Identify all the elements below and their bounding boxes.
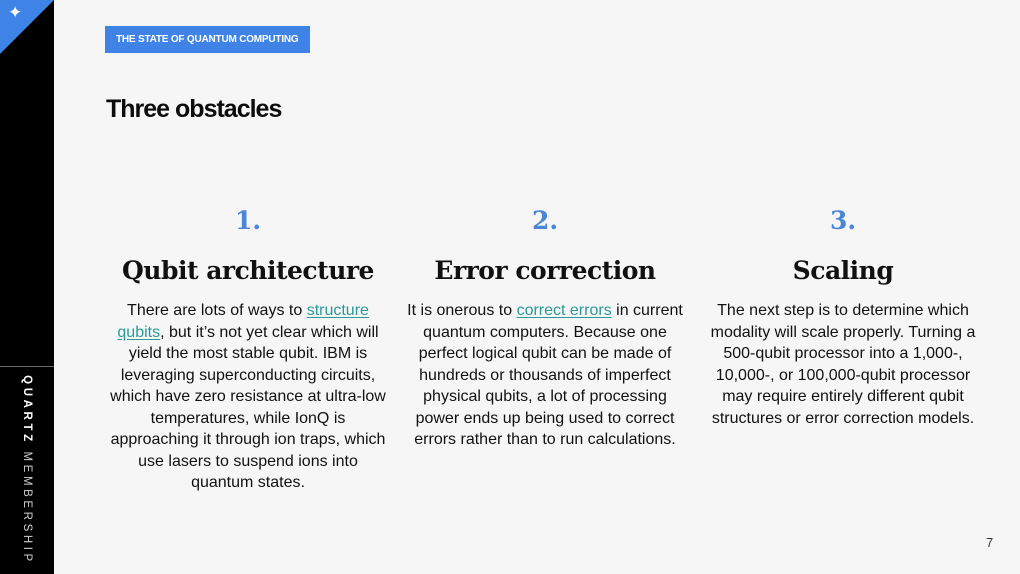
obstacle-number: 1. [234,206,262,235]
body-text: in current quantum computers. Because one perfect logical qubit can be made of hundreds or thousands of imperfect physical qubits, a lot of processing power ends up being used to correct errors rather than to run calculations. [414,302,683,448]
brand-bold: QUARTZ [21,375,33,445]
corner-logo [0,0,54,54]
obstacle-number: 2. [531,206,559,235]
obstacle-body [407,300,683,451]
obstacle-body [705,300,981,429]
correct-errors-link[interactable]: correct errors [516,302,612,319]
obstacle-number: 3. [829,206,857,235]
body-text: It is onerous to [407,302,517,319]
body-text: , but it’s not yet clear which will yield the most stable qubit. IBM is leveraging superconducting circuits, which have zero resistance at ultra-low temperatures, while IonQ is approaching it through ion traps, which use lasers to suspend ions into quantum states. [110,323,386,491]
page-title: Three obstacles [106,95,282,123]
brand-label [21,375,33,565]
obstacle-body [110,300,386,494]
body-text: There are lots of ways to [127,302,307,319]
body-text: The next step is to determine which modality will scale properly. Turning a 500-qubit processor into a 1,000-, 10,000-, or 100,000-qubit processor may require entirely different qubit structures or error correction models. [710,302,976,427]
obstacle-title: Error correction [434,256,656,285]
sparkle-icon: ✦ [8,3,23,23]
sidebar [0,0,54,574]
obstacle-column-2 [407,200,683,451]
obstacle-title: Qubit architecture [122,256,374,285]
obstacle-column-1 [110,200,386,494]
sidebar-divider [0,366,54,367]
section-tag: THE STATE OF QUANTUM COMPUTING [105,26,310,53]
obstacle-column-3 [705,200,981,429]
page-number: 7 [986,535,994,550]
structure-qubits-link[interactable]: structure qubits [117,302,369,341]
brand-light: MEMBERSHIP [21,451,33,565]
obstacle-title: Scaling [792,256,894,285]
